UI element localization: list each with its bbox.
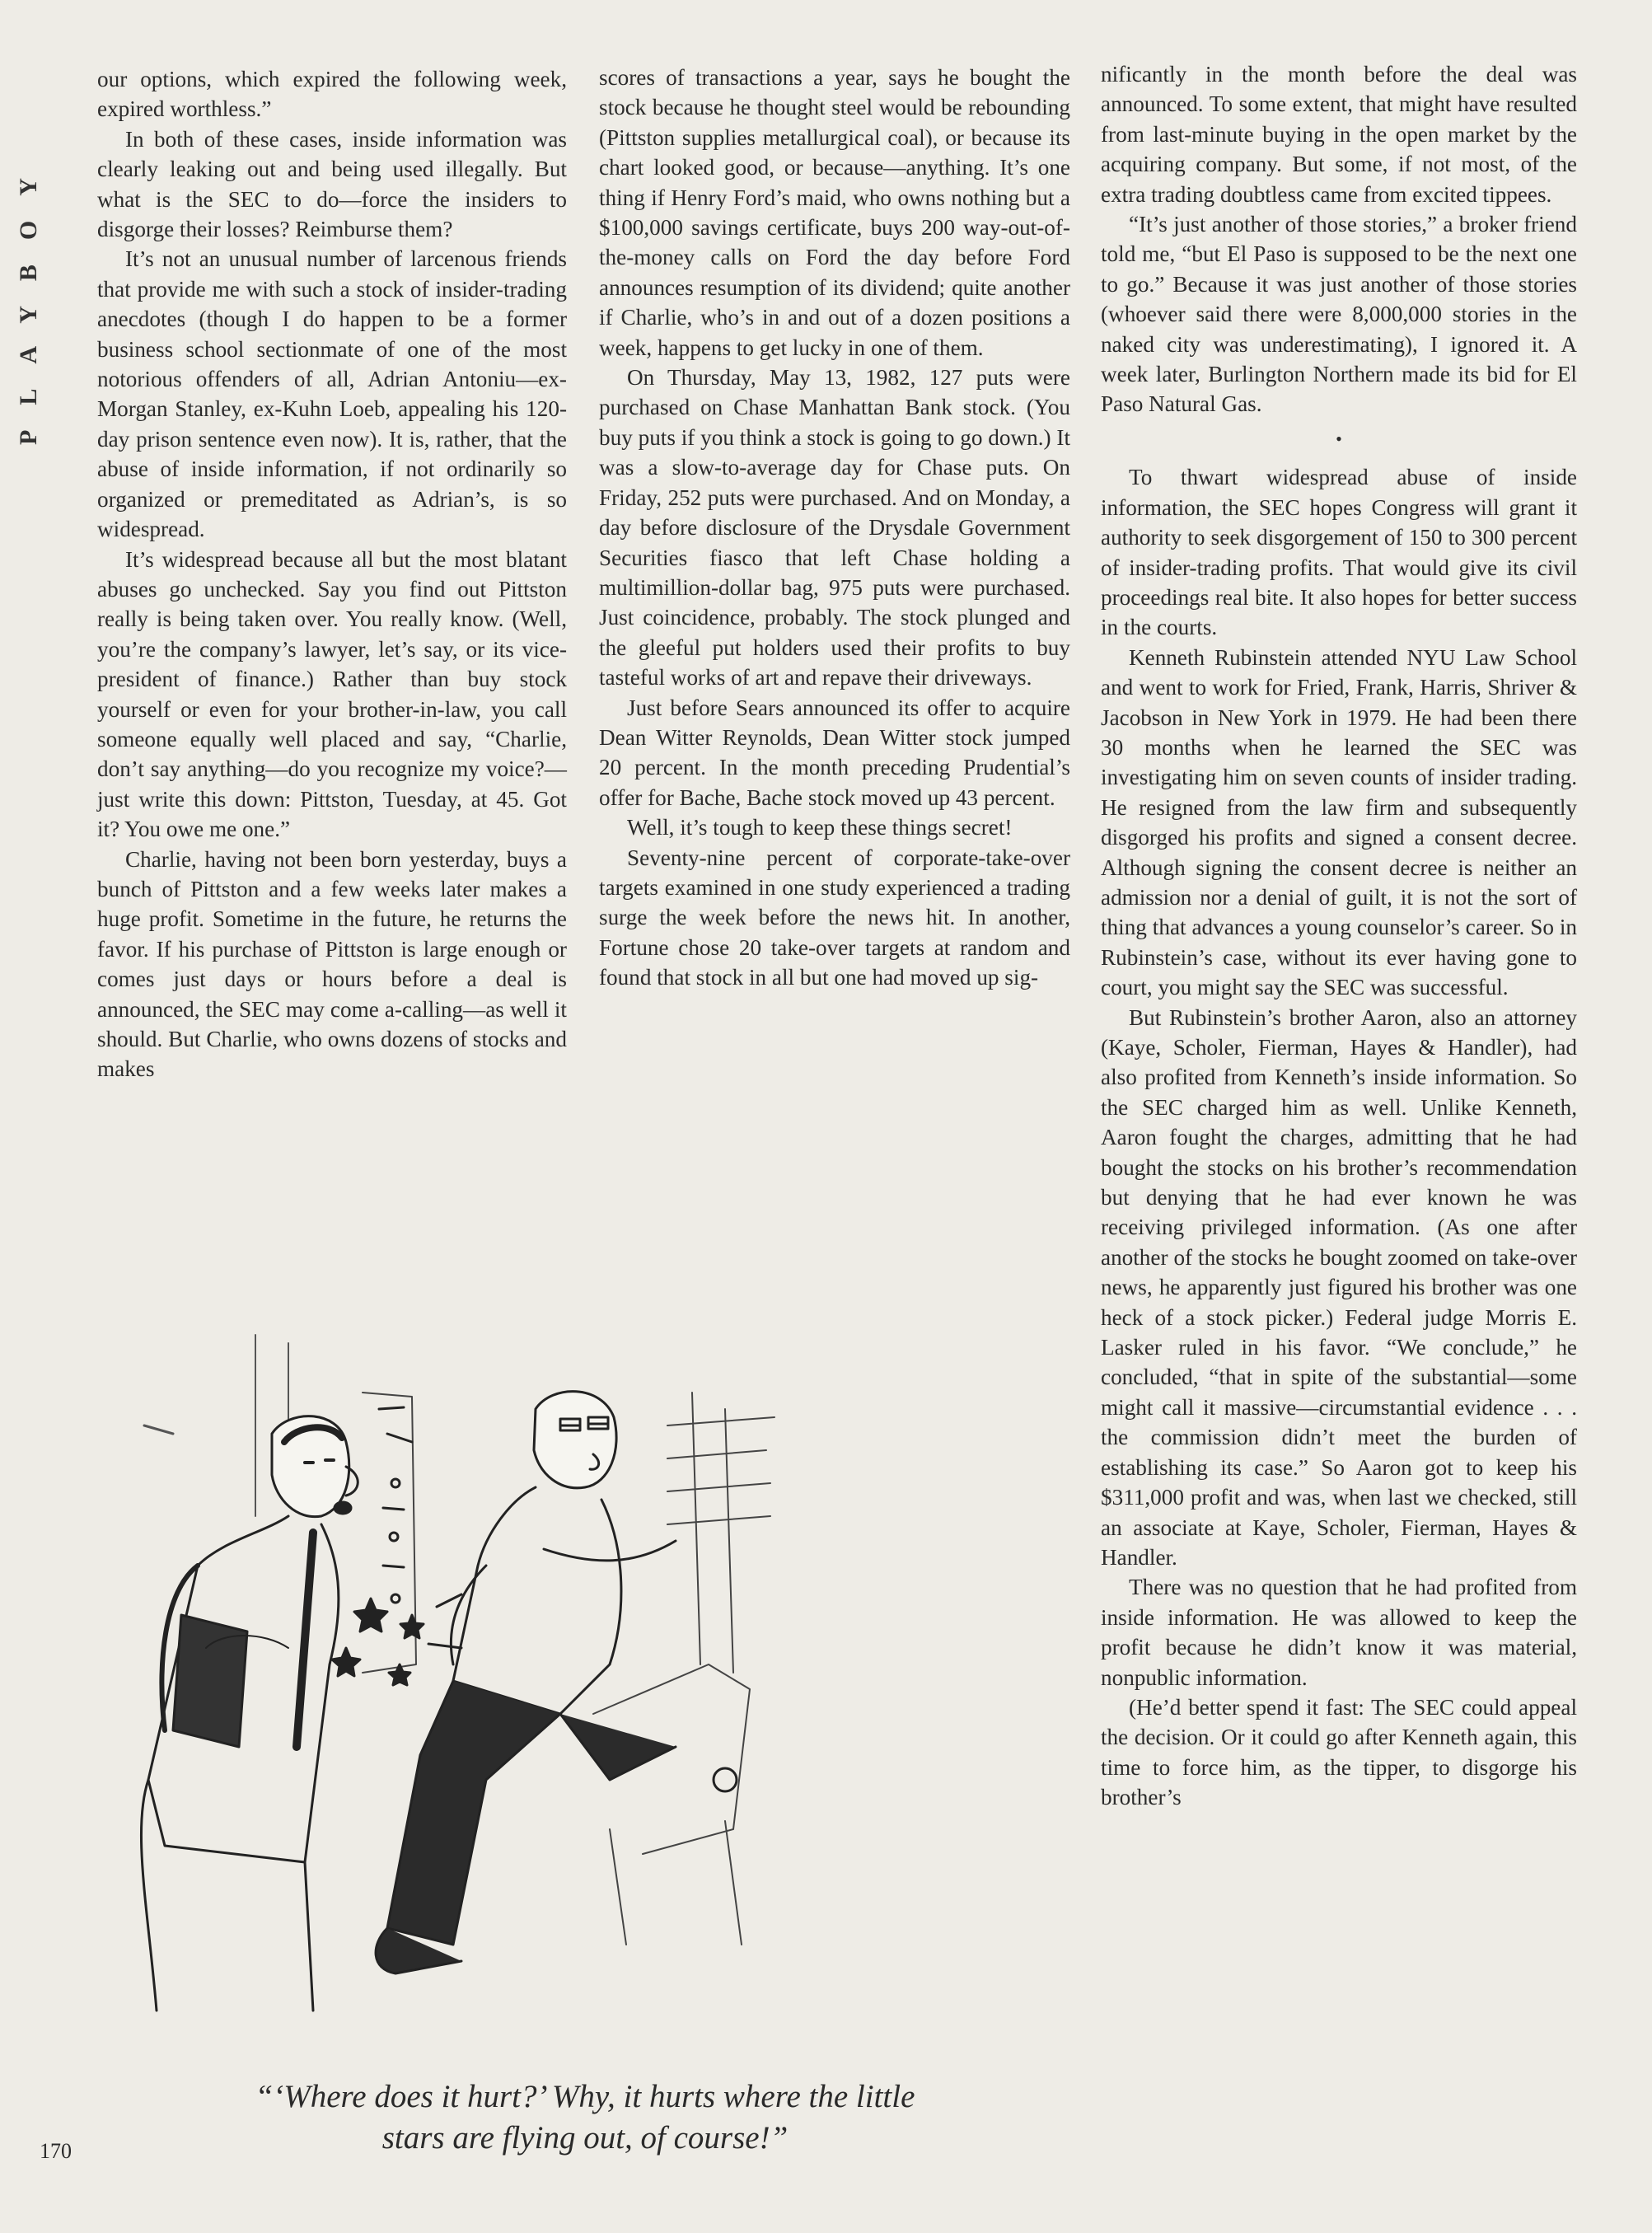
magazine-logo <box>15 66 64 445</box>
paragraph: But Rubinstein’s brother Aaron, also an attorney (Kaye, Scholer, Fierman, Hayes & Handler), had also profited from Kenneth’s inside information. So the SEC charged him as well. Unlike Kenneth, Aaron fought the charges, admitting that he had bought the stocks on his brother’s recommendation but denying that he had ever known he was receiving privileged information. (As one after another of the stocks he bought zoomed on take-over news, he apparently just figured his brother was one heck of a stock picker.) Federal judge Morris E. Lasker ruled in his favor. “We conclude,” he concluded, “that in spite of the substantial—some might call it massive—circumstantial evidence . . . the commission didn’t meet the burden of establishing its case.” So Aaron got to keep his $311,000 profit and was, when last we checked, still an associate at Kaye, Scholer, Fierman, Hayes & Handler. <box>1101 1004 1577 1570</box>
paragraph: nificantly in the month before the deal was announced. To some extent, that might have resulted from last-minute buying in the open market by the acquiring company. But some, if not most, of the extra trading doubtless came from excited tippees. <box>1101 62 1577 207</box>
paragraph: our options, which expired the following week, expired worthless.” <box>97 67 567 122</box>
paragraph: On Thursday, May 13, 1982, 127 puts were purchased on Chase Manhattan Bank stock. (You buy puts if you think a stock is going to go down.) It was a slow-to-average day for Chase puts. On Friday, 252 puts were purchased. And on Monday, a day before disclosure of the Drysdale Government Securities fiasco that left Chase holding a multimillion-dollar bag, 975 puts were purchased. Just coincidence, probably. The stock plunged and the gleeful put holders used their profits to buy tasteful works of art and repave their driveways. <box>599 365 1070 690</box>
paragraph: To thwart widespread abuse of inside information, the SEC hopes Congress will grant it authority to seek disgorgement of 150 to 300 percent of insider-trading profits. That would give its civil proceedings real bite. It also hopes for better success in the courts. <box>1101 465 1577 640</box>
article-column-3 <box>1101 59 1577 1813</box>
paragraph: (He’d better spend it fast: The SEC could appeal the decision. Or it could go after Kenneth again, this time to force him, as the tipper, to disgorge his brother’s <box>1101 1694 1577 1810</box>
paragraph: It’s not an unusual number of larcenous friends that provide me with such a stock of insider-trading anecdotes (though I do happen to be a former business school sectionmate of one of the most notorious offenders of all, Adrian Antoniu—ex-Morgan Stanley, ex-Kuhn Loeb, appealing his 120-day prison sentence even now). It is, rather, that the abuse of inside information, if not ordinarily so organized or premeditated as Adrian’s, is so widespread. <box>97 246 567 542</box>
paragraph: Charlie, having not been born yesterday, buys a bunch of Pittston and a few weeks later makes a huge profit. Sometime in the future, he returns the favor. If his purchase of Pittston is large enough or comes just days or hours before a deal is announced, the SEC may come a-calling—as well it should. But Charlie, who owns dozens of stocks and makes <box>97 846 567 1082</box>
article-column-1 <box>97 64 567 1084</box>
magazine-logo-text: PLAYBOY <box>15 153 42 445</box>
paragraph: Kenneth Rubinstein attended NYU Law School and went to work for Fried, Frank, Harris, Shriver & Jacobson in New York in 1979. He had been there 30 months when he learned the SEC was investigating him on seven counts of insider trading. He resigned from the law firm and subsequently disgorged his profits and signed a consent decree. Although signing the consent decree is neither an admission nor a denial of guilt, it is not the sort of thing that advances a young counselor’s career. So in Rubinstein’s case, without its ever having gone to court, you might say the SEC was successful. <box>1101 644 1577 1000</box>
paragraph: Just before Sears announced its offer to acquire Dean Witter Reynolds, Dean Witter stock jumped 20 percent. In the month preceding Prudential’s offer for Bache, Bache stock moved up 43 percent. <box>599 695 1070 810</box>
caption-line: “‘Where does it hurt?’ Why, it hurts where the little <box>255 2079 915 2114</box>
article-column-2 <box>599 63 1070 993</box>
page-number: 170 <box>40 2139 72 2163</box>
cartoon-illustration <box>99 1318 1071 2027</box>
paragraph: Well, it’s tough to keep these things secret! <box>627 815 1013 840</box>
paragraph: There was no question that he had profited from inside information. He was allowed to keep the profit because he didn’t know it was material, nonpublic information. <box>1101 1575 1577 1690</box>
paragraph: Seventy-nine percent of corporate-take-over targets examined in one study experienced a trading surge the week before the news hit. In another, Fortune chose 20 take-over targets at random and found that stock in all but one had moved up sig- <box>599 845 1070 990</box>
caption-line: stars are flying out, of course!” <box>381 2120 789 2156</box>
paragraph: It’s widespread because all but the most blatant abuses go unchecked. Say you find out Pittston really is being taken over. You really know. (Well, you’re the company’s lawyer, let’s say, or its vice-president of finance.) Rather than buy stock yourself or even for your brother-in-law, you call someone equally well placed and say, “Charlie, don’t say anything—do you recognize my voice?—just write this down: Pittston, Tuesday, at 45. Got it? You owe me one.” <box>97 546 567 842</box>
section-break-bullet: • <box>1336 428 1342 449</box>
paragraph: In both of these cases, inside information was clearly leaking out and being used illegally. But what is the SEC to do—force the insiders to disgorge their losses? Reimburse them? <box>97 126 567 242</box>
paragraph: “It’s just another of those stories,” a broker friend told me, “but El Paso is supposed to be the next one to go.” Because it was just another of those stories (whoever said there were 8,000,000 stories in the naked city was underestimating), I ignored it. A week later, Burlington Northern made its bid for El Paso Natural Gas. <box>1101 212 1577 417</box>
cartoon-caption <box>190 2076 980 2159</box>
cartoon-drawing <box>99 1318 1071 2027</box>
paragraph: scores of transactions a year, says he bought the stock because he thought steel would be rebounding (Pittston supplies metallurgical coal), or because its chart looked good, or because—anything. It’s one thing if Henry Ford’s maid, who owns nothing but a $100,000 savings certificate, buys 200 way-out-of-the-money calls on Ford the day before Ford announces resumption of its dividend; quite another if Charlie, who’s in and out of a dozen positions a week, happens to get lucky in one of them. <box>599 65 1070 360</box>
